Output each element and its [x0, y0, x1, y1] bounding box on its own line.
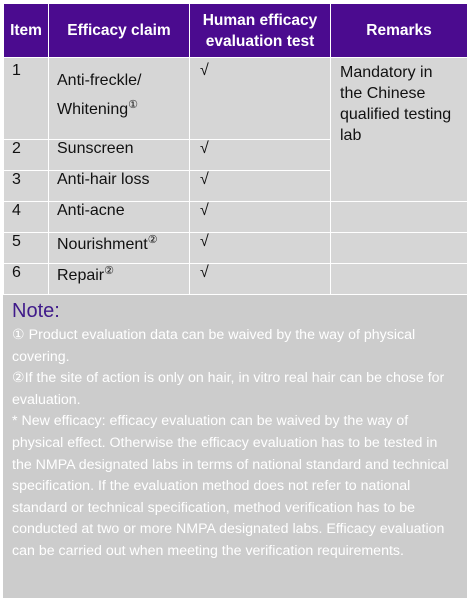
cell-claim: Anti-acne: [49, 202, 190, 233]
footnote-marker: ②: [104, 265, 115, 277]
note-item: ① Product evaluation data can be waived by the way of physical covering.: [12, 327, 416, 365]
cell-remarks-empty: [331, 233, 468, 264]
footnote-marker: ②: [147, 234, 158, 246]
cell-item: 1: [4, 58, 49, 140]
footnote-marker: ①: [128, 99, 139, 111]
efficacy-claims-table: [3, 3, 468, 295]
note-item: * New efficacy: efficacy evaluation can be waived by the way of physical effect. Otherwise the efficacy evaluation has to be tested in the NMPA designated labs in terms of national standard and technical specification. If the evaluation method does not refer to national standard or technical specification, method verification has to be conducted at two or more NMPA designated labs. Efficacy evaluation can be carried out when meeting the verification requirements.: [12, 413, 449, 559]
table-header-row: [4, 4, 468, 58]
cell-claim: Sunscreen: [49, 140, 190, 171]
note-box: [3, 295, 467, 598]
cell-item: 6: [4, 264, 49, 295]
cell-item: 4: [4, 202, 49, 233]
table-row: [4, 202, 468, 233]
cell-remarks-empty: [331, 264, 468, 295]
cell-test-check: √: [190, 171, 331, 202]
header-efficacy-claim: Efficacy claim: [49, 4, 190, 58]
cell-remarks-empty: [331, 202, 468, 233]
header-remarks: Remarks: [331, 4, 468, 58]
cell-claim: Repair②: [49, 264, 190, 295]
cell-item: 3: [4, 171, 49, 202]
cell-claim: Anti-freckle/ Whitening①: [49, 58, 190, 140]
note-title: Note:: [12, 300, 60, 322]
cell-claim: Nourishment②: [49, 233, 190, 264]
note-body: [12, 325, 459, 563]
table-row: [4, 58, 468, 140]
cell-claim: Anti-hair loss: [49, 171, 190, 202]
efficacy-table-panel: [3, 3, 467, 598]
table-row: [4, 233, 468, 264]
cell-test-check: √: [190, 264, 331, 295]
cell-test-check: √: [190, 202, 331, 233]
header-human-efficacy-test: Human efficacy evaluation test: [190, 4, 331, 58]
cell-test-check: √: [190, 233, 331, 264]
cell-test-check: √: [190, 140, 331, 171]
cell-item: 5: [4, 233, 49, 264]
cell-remarks: Mandatory in the Chinese qualified testing lab: [331, 58, 468, 202]
header-item: Item: [4, 4, 49, 58]
note-item: ②If the site of action is only on hair, in vitro real hair can be chose for evaluation.: [12, 370, 445, 408]
cell-test-check: √: [190, 58, 331, 140]
table-row: [4, 264, 468, 295]
cell-item: 2: [4, 140, 49, 171]
